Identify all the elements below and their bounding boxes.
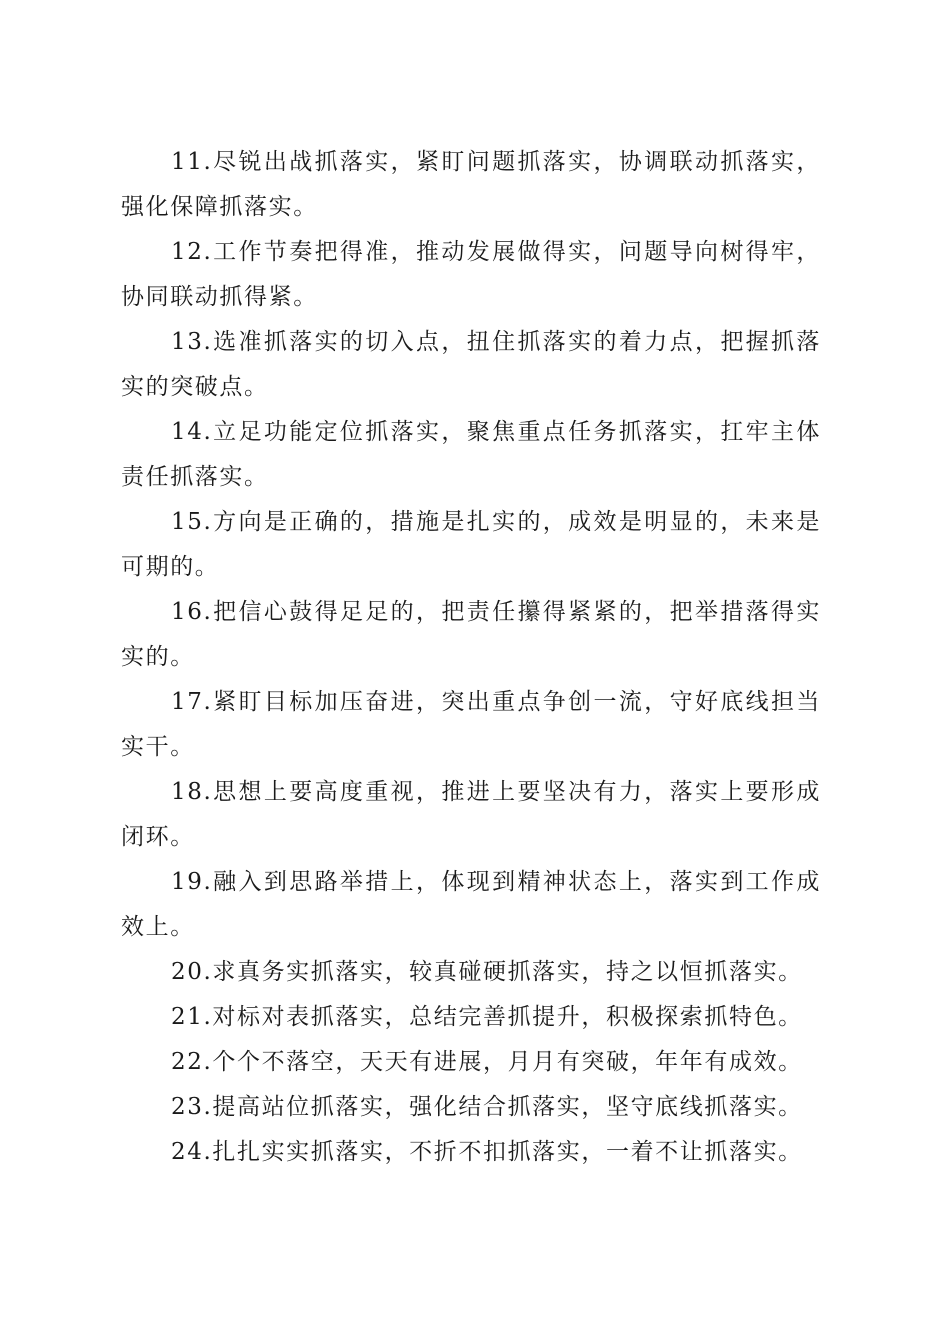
list-item: 21.对标对表抓落实，总结完善抓提升，积极探索抓特色。 <box>171 1004 803 1030</box>
list-item: 14.立足功能定位抓落实，聚焦重点任务抓落实，扛牢主体责任抓落实。 <box>121 419 821 490</box>
list-item: 11.尽锐出战抓落实，紧盯问题抓落实，协调联动抓落实，强化保障抓落实。 <box>121 149 821 220</box>
document-body <box>121 140 821 1175</box>
list-item: 20.求真务实抓落实，较真碰硬抓落实，持之以恒抓落实。 <box>171 959 803 985</box>
list-item: 16.把信心鼓得足足的，把责任攥得紧紧的，把举措落得实实的。 <box>121 599 821 670</box>
list-item: 17.紧盯目标加压奋进，突出重点争创一流，守好底线担当实干。 <box>121 689 821 760</box>
list-item: 24.扎扎实实抓落实，不折不扣抓落实，一着不让抓落实。 <box>171 1139 803 1165</box>
list-item: 13.选准抓落实的切入点，扭住抓落实的着力点，把握抓落实的突破点。 <box>121 329 821 400</box>
list-item: 12.工作节奏把得准，推动发展做得实，问题导向树得牢，协同联动抓得紧。 <box>121 239 821 310</box>
list-item: 18.思想上要高度重视，推进上要坚决有力，落实上要形成闭环。 <box>121 779 821 850</box>
list-item: 15.方向是正确的，措施是扎实的，成效是明显的，未来是可期的。 <box>121 509 821 580</box>
list-item: 19.融入到思路举措上，体现到精神状态上，落实到工作成效上。 <box>121 869 821 940</box>
list-item: 22.个个不落空，天天有进展，月月有突破，年年有成效。 <box>171 1049 803 1075</box>
list-item: 23.提高站位抓落实，强化结合抓落实，坚守底线抓落实。 <box>171 1094 803 1120</box>
